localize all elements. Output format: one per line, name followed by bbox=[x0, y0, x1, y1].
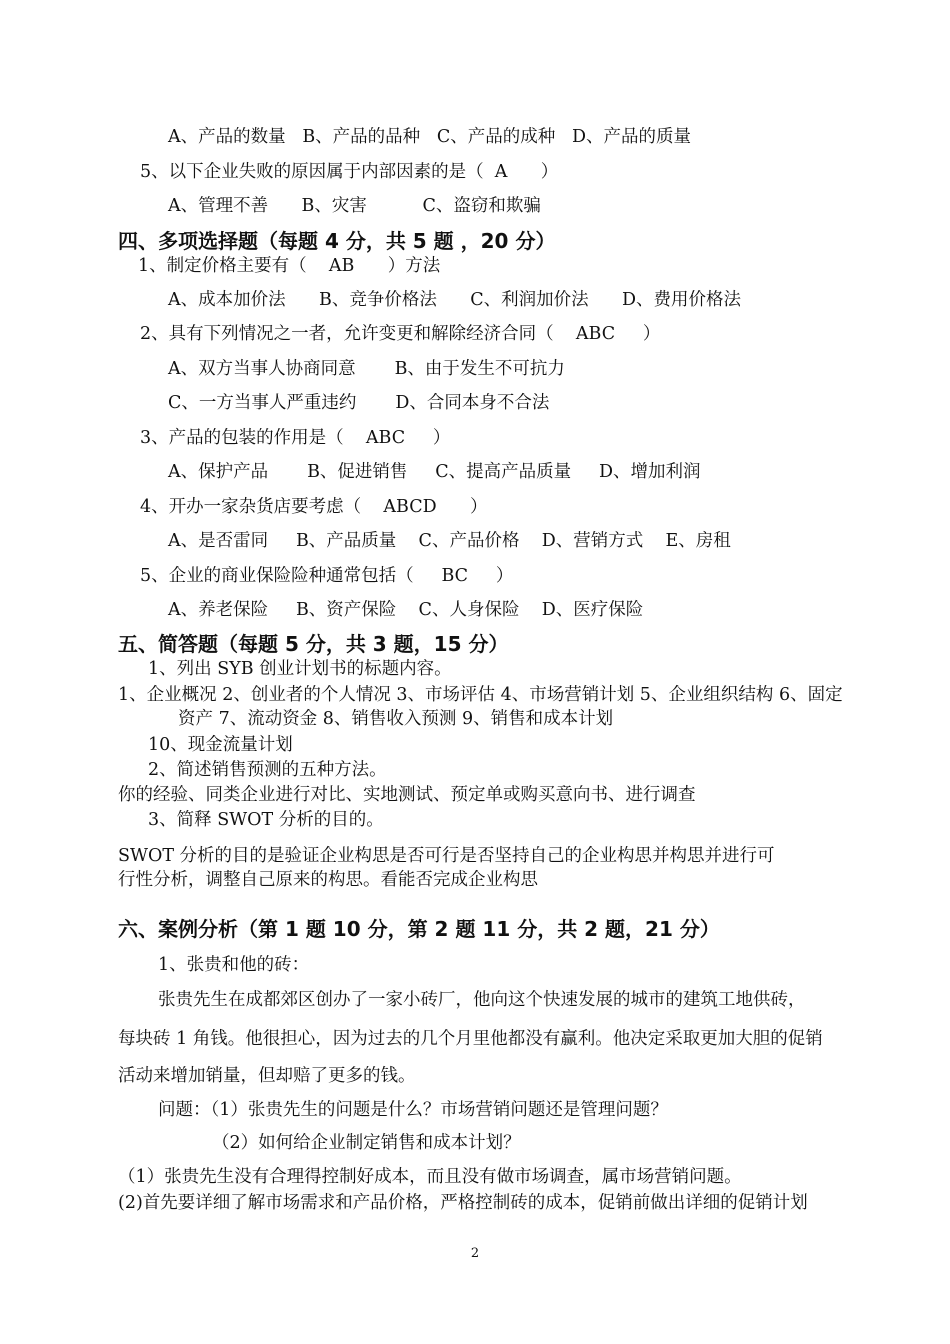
section-heading: 五、简答题（每题 5 分，共 3 题，15 分） bbox=[118, 632, 509, 656]
text-line: A、产品的数量 B、产品的品种 C、产品的成种 D、产品的质量 bbox=[168, 127, 691, 147]
section-heading: 四、多项选择题（每题 4 分，共 5 题 ，20 分） bbox=[118, 229, 556, 253]
text-line: (2)首先要详细了解市场需求和产品价格，严格控制砖的成本，促销前做出详细的促销计划 bbox=[118, 1193, 808, 1213]
text-line: 4、开办一家杂货店要考虑（ ABCD ） bbox=[140, 497, 488, 517]
text-line: 3、简释 SWOT 分析的目的。 bbox=[148, 810, 384, 830]
text-line: A、养老保险 B、资产保险 C、人身保险 D、医疗保险 bbox=[168, 600, 644, 620]
text-line: SWOT 分析的目的是验证企业构思是否可行是否坚持自己的企业构思并构思并进行可 bbox=[118, 846, 775, 866]
text-line: 活动来增加销量，但却赔了更多的钱。 bbox=[118, 1066, 416, 1086]
text-line: 5、企业的商业保险险种通常包括（ BC ） bbox=[140, 566, 514, 586]
text-line: A、成本加价法 B、竞争价格法 C、利润加价法 D、费用价格法 bbox=[168, 290, 742, 310]
text-line: C、一方当事人严重违约 D、合同本身不合法 bbox=[168, 393, 550, 413]
text-line: 1、制定价格主要有（ AB ）方法 bbox=[138, 256, 441, 276]
text-line: 1、列出 SYB 创业计划书的标题内容。 bbox=[148, 659, 452, 679]
text-line: 2、具有下列情况之一者，允许变更和解除经济合同（ ABC ） bbox=[140, 324, 661, 344]
text-line: 1、企业概况 2、创业者的个人情况 3、市场评估 4、市场营销计划 5、企业组织结构 6、固定 bbox=[118, 685, 843, 705]
text-line: A、管理不善 B、灾害 C、盗窃和欺骗 bbox=[168, 196, 541, 216]
text-line: 3、产品的包装的作用是（ ABC ） bbox=[140, 428, 451, 448]
text-line: A、保护产品 B、促进销售 C、提高产品质量 D、增加利润 bbox=[168, 462, 701, 482]
text-line: （1）张贵先生没有合理得控制好成本，而且没有做市场调查，属市场营销问题。 bbox=[118, 1167, 742, 1187]
text-line: 每块砖 1 角钱。他很担心，因为过去的几个月里他都没有赢利。他决定采取更加大胆的促销 bbox=[118, 1029, 823, 1049]
section-heading: 六、案例分析（第 1 题 10 分，第 2 题 11 分，共 2 题，21 分） bbox=[118, 917, 720, 941]
text-line: A、双方当事人协商同意 B、由于发生不可抗力 bbox=[168, 359, 565, 379]
text-line: 2、简述销售预测的五种方法。 bbox=[148, 760, 387, 780]
text-line: 张贵先生在成都郊区创办了一家小砖厂，他向这个快速发展的城市的建筑工地供砖， bbox=[158, 990, 806, 1010]
text-line: 5、以下企业失败的原因属于内部因素的是（ A ） bbox=[140, 162, 559, 182]
text-line: （2）如何给企业制定销售和成本计划？ bbox=[212, 1133, 521, 1153]
text-line: 1、张贵和他的砖： bbox=[158, 955, 310, 975]
text-line: 你的经验、同类企业进行对比、实地测试、预定单或购买意向书、进行调查 bbox=[118, 785, 696, 805]
text-line: 10、现金流量计划 bbox=[148, 735, 293, 755]
text-line: 资产 7、流动资金 8、销售收入预测 9、销售和成本计划 bbox=[178, 709, 614, 729]
page-number: 2 bbox=[470, 1246, 480, 1261]
text-line: 问题：（1）张贵先生的问题是什么？市场营销问题还是管理问题？ bbox=[158, 1100, 668, 1120]
text-line: 行性分析，调整自己原来的构思。看能否完成企业构思 bbox=[118, 870, 538, 890]
text-line: A、是否雷同 B、产品质量 C、产品价格 D、营销方式 E、房租 bbox=[168, 531, 731, 551]
